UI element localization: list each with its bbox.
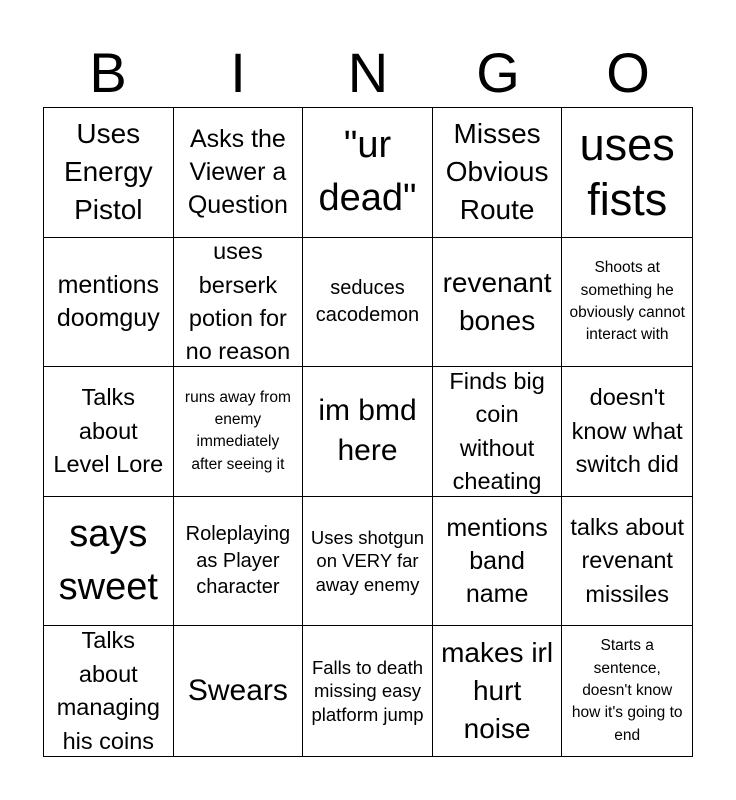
- bingo-cell[interactable]: [174, 238, 304, 368]
- bingo-cell[interactable]: [562, 238, 692, 368]
- header-letter-o: O: [606, 41, 650, 104]
- bingo-cell[interactable]: [433, 367, 563, 497]
- bingo-cell[interactable]: [562, 108, 692, 238]
- bingo-cell[interactable]: [174, 367, 304, 497]
- cell-text: Falls to death missing easy platform jump: [311, 656, 424, 726]
- cell-text: Misses Obvious Route: [445, 118, 549, 226]
- bingo-cell[interactable]: [562, 367, 692, 497]
- bingo-header: [43, 40, 693, 106]
- bingo-cell[interactable]: [44, 367, 174, 497]
- cell-text: talks about revenant missiles: [570, 514, 685, 607]
- bingo-cell[interactable]: [433, 626, 563, 756]
- bingo-cell[interactable]: [44, 626, 174, 756]
- cell-text: Talks about managing his coins: [56, 627, 160, 754]
- cell-text: Uses shotgun on VERY far away enemy: [310, 526, 425, 595]
- cell-text: doesn't know what switch did: [571, 384, 683, 478]
- bingo-cell[interactable]: [303, 367, 433, 497]
- bingo-cell[interactable]: [44, 108, 174, 238]
- header-letter-i: I: [230, 41, 246, 104]
- cell-text: says sweet: [58, 512, 158, 609]
- bingo-board: [43, 107, 693, 757]
- cell-text: uses fists: [579, 118, 675, 226]
- header-letter-b: B: [89, 41, 127, 104]
- cell-text: Starts a sentence, doesn't know how it's going to end: [571, 637, 683, 744]
- cell-text: revenant bones: [442, 266, 552, 336]
- cell-text: Finds big coin without cheating: [449, 367, 545, 494]
- bingo-cell[interactable]: [433, 497, 563, 627]
- cell-text: makes irl hurt noise: [441, 637, 554, 745]
- bingo-cell[interactable]: [433, 108, 563, 238]
- bingo-cell[interactable]: [303, 108, 433, 238]
- cell-text: mentions doomguy: [56, 270, 160, 332]
- bingo-cell[interactable]: [562, 626, 692, 756]
- bingo-cell[interactable]: [303, 497, 433, 627]
- bingo-cell[interactable]: [174, 108, 304, 238]
- bingo-cell[interactable]: [562, 497, 692, 627]
- cell-text: seduces cacodemon: [315, 277, 420, 326]
- bingo-cell[interactable]: [303, 626, 433, 756]
- cell-text: Talks about Level Lore: [53, 384, 164, 478]
- header-letter-g: G: [476, 41, 520, 104]
- bingo-cell[interactable]: [433, 238, 563, 368]
- cell-text: Swears: [187, 673, 288, 707]
- cell-text: Asks the Viewer a Question: [187, 124, 288, 219]
- cell-text: Roleplaying as Player character: [185, 523, 291, 599]
- bingo-cell[interactable]: [44, 238, 174, 368]
- cell-text: mentions band name: [446, 513, 548, 608]
- bingo-cell[interactable]: [174, 497, 304, 627]
- bingo-cell[interactable]: [44, 497, 174, 627]
- cell-text: Shoots at something he obviously cannot interact with: [569, 259, 685, 344]
- header-letter-n: N: [347, 41, 389, 104]
- bingo-cell[interactable]: [303, 238, 433, 368]
- cell-text: im bmd here: [318, 393, 417, 468]
- cell-text: "ur dead": [318, 124, 417, 220]
- cell-text: runs away from enemy immediately after seeing it: [184, 388, 291, 473]
- cell-text: uses berserk potion for no reason: [185, 238, 291, 365]
- cell-text: Uses Energy Pistol: [63, 118, 153, 226]
- bingo-cell[interactable]: [174, 626, 304, 756]
